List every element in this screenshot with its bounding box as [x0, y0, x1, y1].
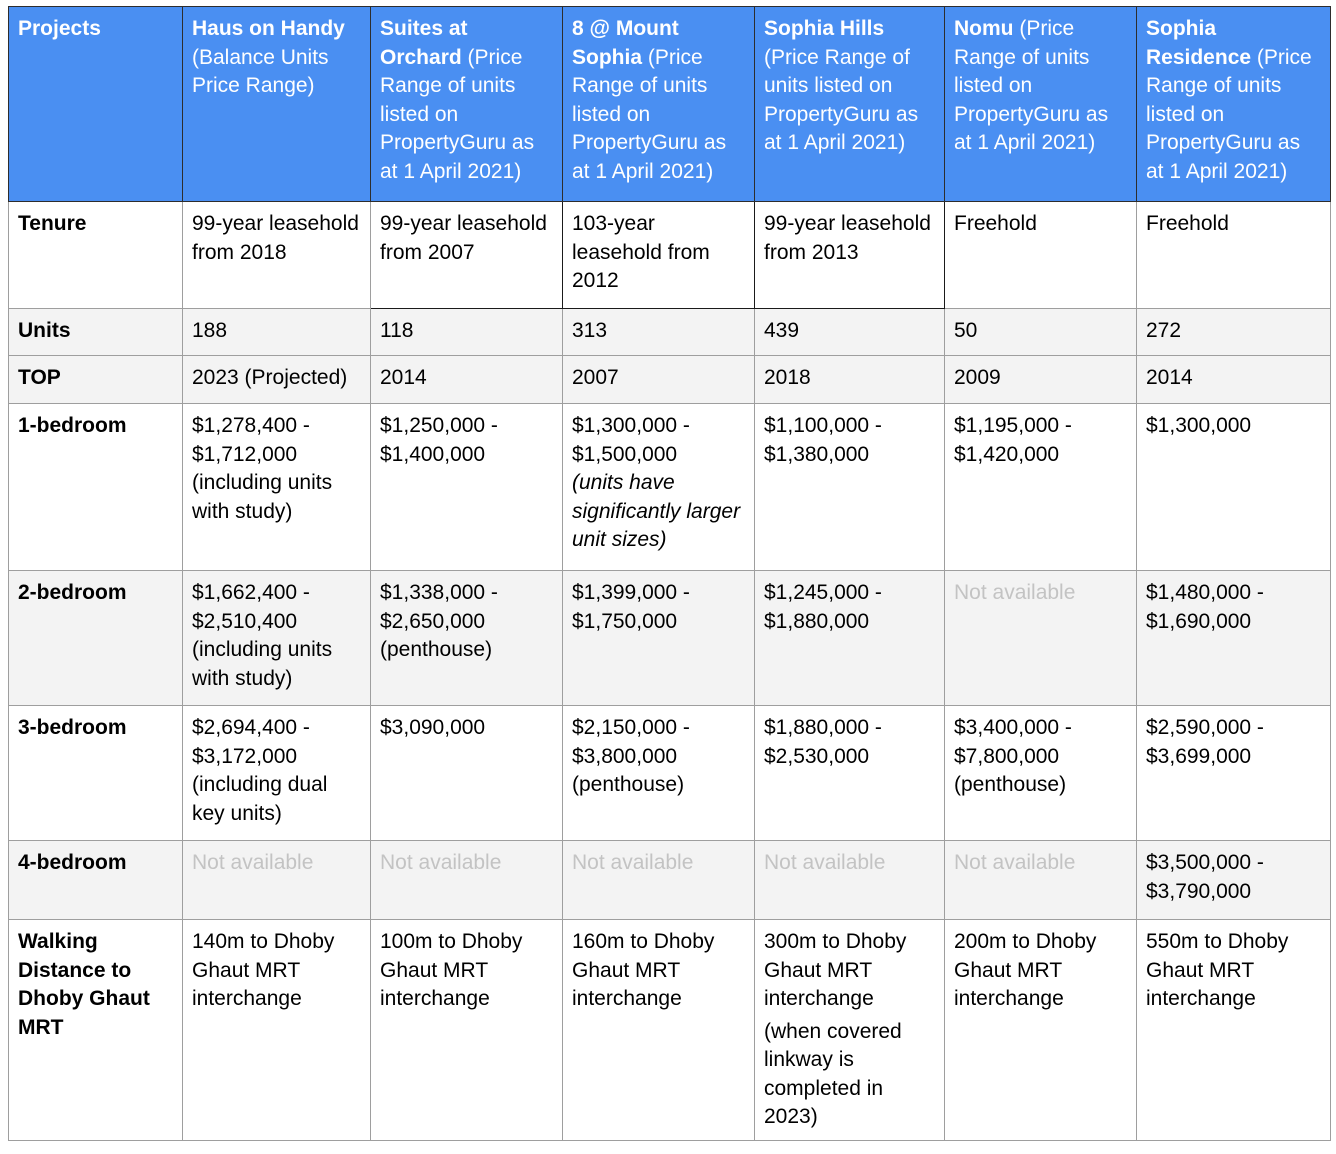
table-cell: Freehold	[945, 202, 1137, 309]
not-available-cell: Not available	[945, 571, 1137, 706]
comparison-table	[8, 6, 1331, 1141]
table-cell: $1,245,000 - $1,880,000	[755, 571, 945, 706]
table-cell: 188	[183, 309, 371, 356]
row-walking-distance	[9, 920, 1331, 1141]
table-cell: 272	[1137, 309, 1331, 356]
header-row	[9, 7, 1331, 202]
project-name: Haus on Handy	[192, 17, 345, 40]
header-sophia-hills	[755, 7, 945, 202]
project-desc: (Price Range of units listed on PropertyGuru as at 1 April 2021)	[1146, 45, 1312, 183]
project-name: Sophia Residence	[1146, 17, 1252, 69]
row-label: TOP	[9, 356, 183, 404]
project-desc: (Price Range of units listed on PropertyGuru as at 1 April 2021)	[764, 45, 919, 154]
project-desc: (Balance Units Price Range)	[192, 45, 329, 97]
table-cell: $1,399,000 - $1,750,000	[563, 571, 755, 706]
table-cell: 99-year leasehold from 2018	[183, 202, 371, 309]
table-cell: 103-year leasehold from 2012	[563, 202, 755, 309]
project-desc: (Price Range of units listed on PropertyGuru as at 1 April 2021)	[572, 45, 727, 183]
table-cell: 2014	[1137, 356, 1331, 404]
project-desc: (Price Range of units listed on PropertyGuru as at 1 April 2021)	[954, 17, 1109, 154]
table-cell: $3,090,000	[371, 706, 563, 841]
table-cell: $3,400,000 - $7,800,000 (penthouse)	[945, 706, 1137, 841]
header-nomu	[945, 7, 1137, 202]
table-cell: $1,195,000 - $1,420,000	[945, 404, 1137, 571]
table-cell: 200m to Dhoby Ghaut MRT interchange	[945, 920, 1137, 1141]
table-cell: 160m to Dhoby Ghaut MRT interchange	[563, 920, 755, 1141]
table-cell: Freehold	[1137, 202, 1331, 309]
row-1-bedroom	[9, 404, 1331, 571]
table-cell: $1,480,000 - $1,690,000	[1137, 571, 1331, 706]
table-cell: $1,300,000	[1137, 404, 1331, 571]
table-cell: 2014	[371, 356, 563, 404]
header-sophia-residence	[1137, 7, 1331, 202]
price-range: $1,300,000 - $1,500,000	[572, 414, 690, 466]
header-haus-on-handy	[183, 7, 371, 202]
table-cell: 2009	[945, 356, 1137, 404]
table-cell: 439	[755, 309, 945, 356]
row-label: Tenure	[9, 202, 183, 309]
table-cell	[755, 920, 945, 1141]
not-available-cell: Not available	[755, 841, 945, 920]
header-8-mount-sophia	[563, 7, 755, 202]
table-cell: 2023 (Projected)	[183, 356, 371, 404]
table-cell: 550m to Dhoby Ghaut MRT interchange	[1137, 920, 1331, 1141]
row-tenure	[9, 202, 1331, 309]
table-cell	[563, 404, 755, 571]
row-3-bedroom	[9, 706, 1331, 841]
table-cell: $2,150,000 - $3,800,000 (penthouse)	[563, 706, 755, 841]
header-projects	[9, 7, 183, 202]
table-cell: 118	[371, 309, 563, 356]
unit-size-note: (units have significantly larger unit sizes)	[572, 471, 741, 551]
not-available-cell: Not available	[563, 841, 755, 920]
table-cell: 2007	[563, 356, 755, 404]
table-cell: $1,662,400 - $2,510,400 (including units with study)	[183, 571, 371, 706]
not-available-cell: Not available	[945, 841, 1137, 920]
row-label: 2-bedroom	[9, 571, 183, 706]
table-cell: 313	[563, 309, 755, 356]
project-name: 8 @ Mount Sophia	[572, 17, 679, 69]
not-available-cell: Not available	[371, 841, 563, 920]
table-cell: 100m to Dhoby Ghaut MRT interchange	[371, 920, 563, 1141]
table-cell: $3,500,000 - $3,790,000	[1137, 841, 1331, 920]
table-cell: $1,338,000 - $2,650,000 (penthouse)	[371, 571, 563, 706]
table-cell: $1,250,000 - $1,400,000	[371, 404, 563, 571]
table-cell: $2,694,400 - $3,172,000 (including dual key units)	[183, 706, 371, 841]
table-cell: $1,880,000 - $2,530,000	[755, 706, 945, 841]
project-name: Sophia Hills	[764, 17, 885, 40]
table-cell: $2,590,000 - $3,699,000	[1137, 706, 1331, 841]
row-label: 3-bedroom	[9, 706, 183, 841]
row-label: 4-bedroom	[9, 841, 183, 920]
project-name: Nomu	[954, 17, 1014, 40]
header-suites-at-orchard	[371, 7, 563, 202]
row-4-bedroom	[9, 841, 1331, 920]
row-label: Walking Distance to Dhoby Ghaut MRT	[9, 920, 183, 1141]
table-cell: 99-year leasehold from 2007	[371, 202, 563, 309]
row-units	[9, 309, 1331, 356]
table-cell: 50	[945, 309, 1137, 356]
project-name: Suites at Orchard	[380, 17, 468, 69]
table-cell: 2018	[755, 356, 945, 404]
not-available-cell: Not available	[183, 841, 371, 920]
row-label: 1-bedroom	[9, 404, 183, 571]
table-cell: 99-year leasehold from 2013	[755, 202, 945, 309]
table-cell: 140m to Dhoby Ghaut MRT interchange	[183, 920, 371, 1141]
row-label: Units	[9, 309, 183, 356]
row-top	[9, 356, 1331, 404]
table-cell: $1,278,400 - $1,712,000 (including units with study)	[183, 404, 371, 571]
row-2-bedroom	[9, 571, 1331, 706]
project-desc: (Price Range of units listed on PropertyGuru as at 1 April 2021)	[380, 45, 535, 183]
header-projects-label: Projects	[18, 17, 101, 40]
linkway-note: (when covered linkway is completed in 2023)	[764, 1019, 902, 1128]
distance-text: 300m to Dhoby Ghaut MRT interchange	[764, 930, 907, 1010]
table-cell: $1,100,000 - $1,380,000	[755, 404, 945, 571]
